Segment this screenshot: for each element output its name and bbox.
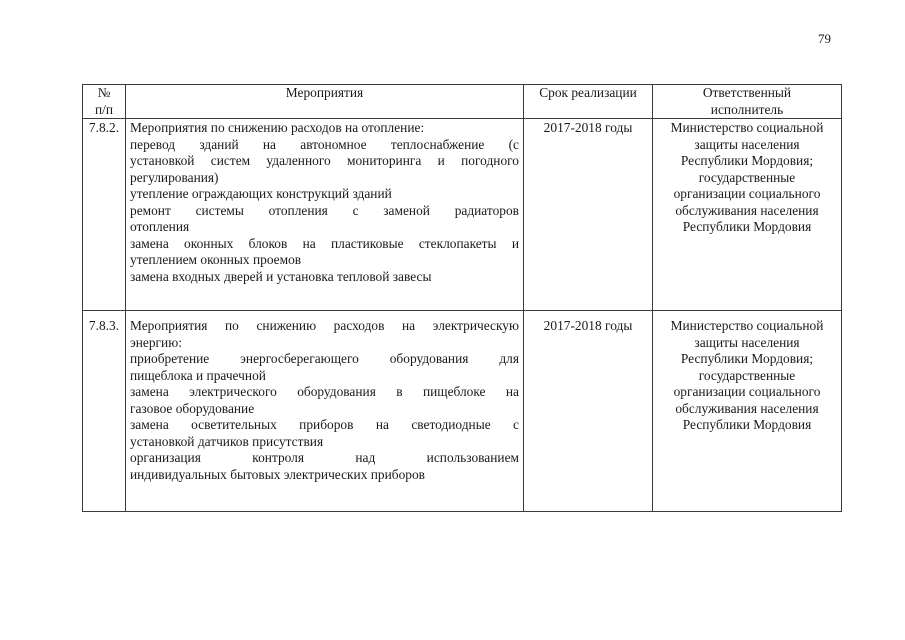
responsible-line: организации социального xyxy=(673,186,821,201)
responsible-line: государственные xyxy=(698,169,796,185)
activity-line: установкой систем удаленного мониторинга и погодного xyxy=(130,153,519,168)
row-activity xyxy=(126,311,524,512)
header-number-line: № xyxy=(97,85,111,100)
row-responsible xyxy=(653,311,842,512)
activity-line: энергию: xyxy=(130,334,182,350)
responsible-line: Республики Мордовия; xyxy=(680,153,814,168)
activity-line: ремонт системы отопления с заменой радиаторов xyxy=(130,202,519,218)
activity-line: утеплением оконных проемов xyxy=(130,252,302,267)
row-number: 7.8.2. xyxy=(83,119,126,311)
row-activity xyxy=(126,119,524,311)
activity-line: приобретение энергосберегающего оборудования для xyxy=(130,351,519,366)
responsible-line: Республики Мордовия; xyxy=(680,351,814,366)
row-responsible xyxy=(653,119,842,311)
responsible-line: защиты населения xyxy=(694,136,800,152)
activity-line: замена электрического оборудования в пищеблоке на xyxy=(130,384,519,399)
activity-line: установкой датчиков присутствия xyxy=(130,433,324,449)
activity-line: Мероприятия по снижению расходов на электрическую xyxy=(130,318,519,333)
header-activity: Мероприятия xyxy=(126,85,524,119)
table-row xyxy=(83,119,842,311)
activity-line: перевод зданий на автономное теплоснабжение (с xyxy=(130,136,519,152)
responsible-line: обслуживания населения xyxy=(675,202,819,218)
row-number: 7.8.3. xyxy=(83,311,126,512)
row-term: 2017-2018 годы xyxy=(524,311,653,512)
responsible-line: государственные xyxy=(698,367,796,383)
responsible-line: обслуживания населения xyxy=(675,400,819,416)
row-term: 2017-2018 годы xyxy=(524,119,653,311)
activity-line: Мероприятия по снижению расходов на отопление: xyxy=(130,120,425,135)
header-responsible-line: Ответственный xyxy=(702,85,792,100)
responsible-line: организации социального xyxy=(673,384,821,399)
activity-line: отопления xyxy=(130,219,190,234)
activity-line: регулирования) xyxy=(130,169,219,185)
activity-line: замена оконных блоков на пластиковые стеклопакеты и xyxy=(130,235,519,251)
header-term: Срок реализации xyxy=(524,85,653,119)
responsible-line: защиты населения xyxy=(694,334,800,350)
responsible-line: Республики Мордовия xyxy=(682,219,812,234)
activity-line: замена осветительных приборов на светодиодные с xyxy=(130,417,519,432)
table-header-row xyxy=(83,85,842,119)
responsible-line: Министерство социальной xyxy=(670,120,824,135)
activities-table xyxy=(82,84,842,512)
header-responsible-line: исполнитель xyxy=(710,101,784,117)
page-number: 79 xyxy=(818,31,831,46)
activity-line: пищеблока и прачечной xyxy=(130,367,266,383)
activity-line: утепление ограждающих конструкций зданий xyxy=(130,186,392,201)
activity-line: индивидуальных бытовых электрических приборов xyxy=(130,466,425,482)
header-number xyxy=(83,85,126,119)
header-number-line: п/п xyxy=(94,101,114,117)
activity-line: организация контроля над использованием xyxy=(130,450,519,465)
table-row xyxy=(83,311,842,512)
responsible-line: Республики Мордовия xyxy=(682,417,812,432)
header-responsible xyxy=(653,85,842,119)
activity-line: замена входных дверей и установка тепловой завесы xyxy=(130,268,432,284)
responsible-line: Министерство социальной xyxy=(670,318,824,333)
activity-line: газовое оборудование xyxy=(130,400,255,416)
